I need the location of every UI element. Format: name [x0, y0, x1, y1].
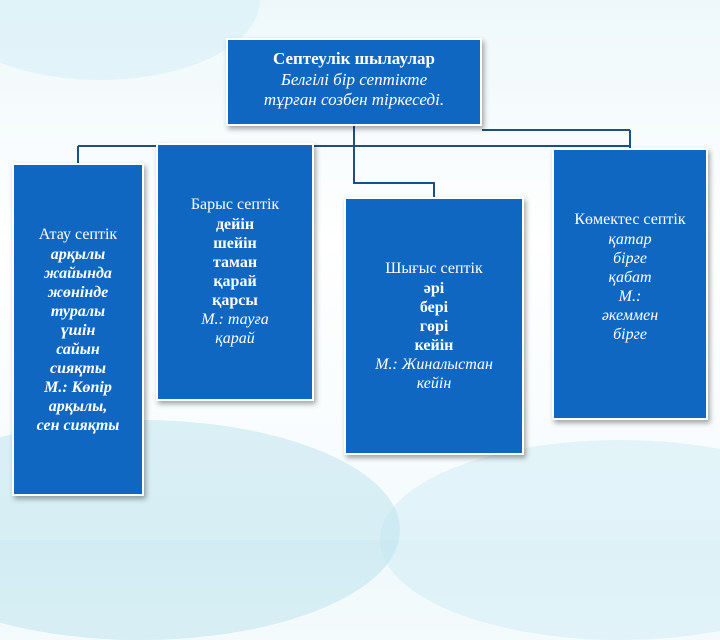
example-line: М.: тауға [201, 311, 269, 328]
example-line: М.: Жиналыстан [375, 356, 493, 373]
list-item: гөрі [419, 318, 449, 335]
list-item: кейін [414, 337, 454, 354]
example-line: сен сияқты [36, 416, 120, 434]
example-line: әкеммен [601, 307, 659, 324]
example-line: М.: Көпір [44, 378, 112, 396]
column-shygys-septik [344, 197, 524, 455]
example-line: қарай [215, 330, 255, 347]
connector-to-col3 [354, 146, 434, 197]
list-item: бірге [613, 250, 647, 267]
list-item: сайын [56, 340, 100, 358]
list-item: шейін [213, 235, 257, 252]
header-box [226, 38, 482, 126]
list-item: бері [419, 299, 449, 316]
column-barys-septik [156, 143, 314, 401]
list-item: қарай [213, 273, 257, 290]
list-item: дейін [215, 216, 255, 233]
header-subtitle-line2: тұрған созбен тіркеседі. [263, 90, 445, 109]
list-item: таман [212, 254, 258, 271]
column-heading: Шығыс септік [385, 260, 483, 277]
list-item: жайында [44, 264, 112, 282]
example-line: бірге [613, 326, 647, 343]
list-item: қарсы [212, 292, 258, 309]
header-title: Септеулік шылаулар [272, 49, 436, 68]
header-subtitle-line1: Белгілі бір септікте [280, 70, 428, 89]
list-item: қатар [608, 231, 652, 248]
list-item: қабат [608, 269, 652, 286]
example-line: арқылы, [48, 397, 108, 415]
list-item: жөнінде [47, 283, 109, 301]
column-heading: Көмектес септік [574, 211, 686, 228]
column-komektes-septik [552, 148, 708, 420]
column-heading: Барыс септік [190, 196, 280, 213]
list-item: сияқты [50, 359, 106, 377]
list-item: туралы [50, 302, 106, 320]
list-item: арқылы [50, 245, 106, 263]
example-line: кейін [416, 375, 452, 392]
column-atau-septik [12, 163, 144, 496]
list-item: әрі [423, 280, 445, 297]
example-line: М.: [618, 288, 642, 305]
list-item: үшін [60, 321, 96, 339]
column-heading: Атау септік [38, 225, 118, 243]
